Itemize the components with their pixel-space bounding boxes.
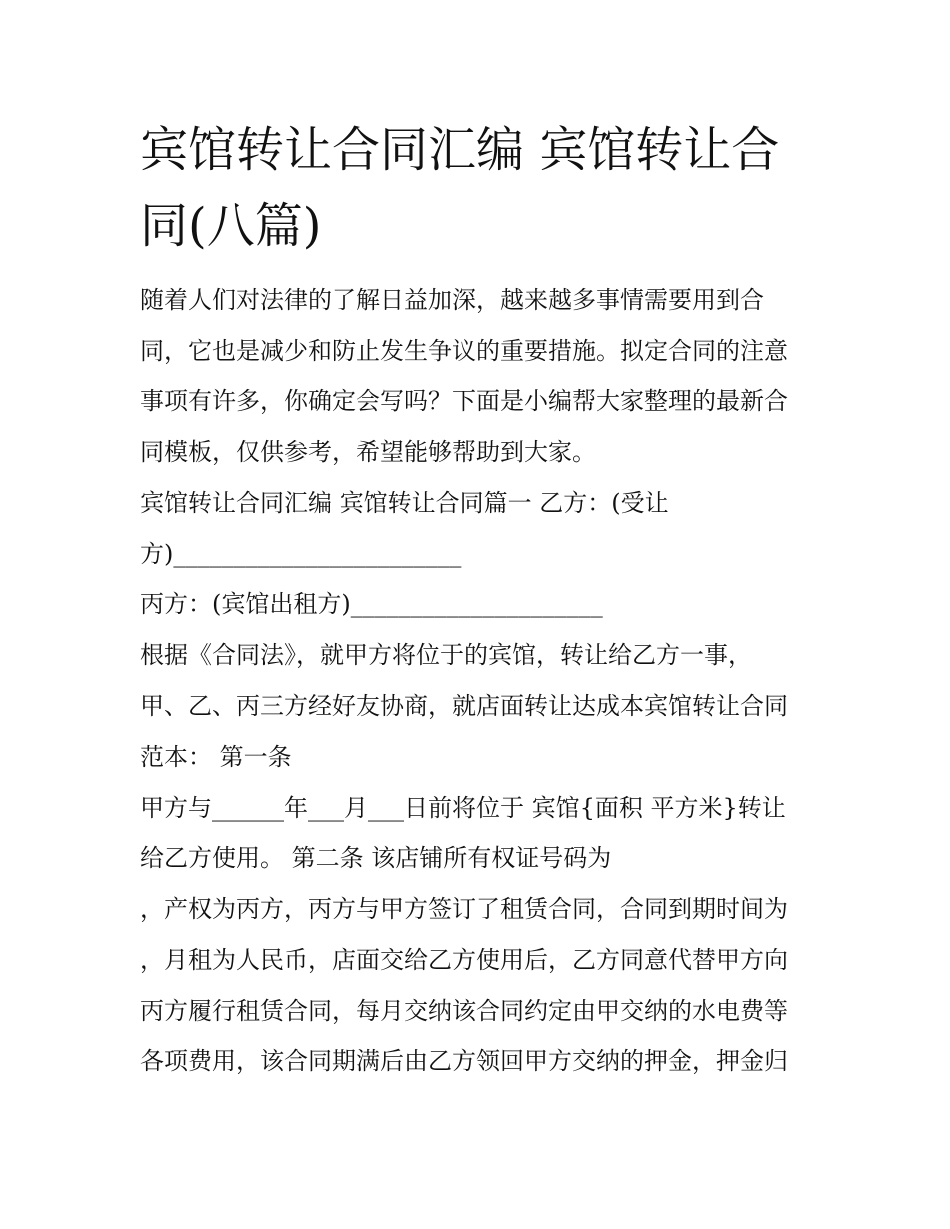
document-title: [140, 112, 820, 264]
body-line: 随着人们对法律的了解日益加深，越来越多事情需要用到合: [140, 286, 764, 314]
body-line: 丙方：(宾馆出租方)_____________________: [140, 590, 603, 618]
body-line: 给乙方使用。 第二条 该店铺所有权证号码为: [140, 844, 612, 872]
body-line: 事项有许多，你确定会写吗？下面是小编帮大家整理的最新合: [140, 387, 788, 415]
body-line: 丙方履行租赁合同，每月交纳该合同约定由甲交纳的水电费等: [140, 997, 788, 1025]
body-line: ，产权为丙方，丙方与甲方签订了租赁合同，合同到期时间为: [140, 895, 788, 923]
body-line: 方)________________________: [140, 540, 462, 568]
body-line: 范本： 第一条: [140, 743, 292, 771]
body-line: 甲方与______年___月___日前将位于 宾馆{面积 平方米}转让: [140, 794, 786, 822]
title-line-2: 同(八篇): [140, 198, 322, 254]
body-line: 宾馆转让合同汇编 宾馆转让合同篇一 乙方：(受让: [140, 489, 669, 517]
body-line: 根据《合同法》，就甲方将位于的宾馆，转让给乙方一事，: [140, 641, 752, 669]
body-line: 同模板，仅供参考，希望能够帮助到大家。: [140, 438, 596, 466]
body-line: 同，它也是减少和防止发生争议的重要措施。拟定合同的注意: [140, 337, 788, 365]
body-line: ，月租为人民币，店面交给乙方使用后，乙方同意代替甲方向: [140, 946, 788, 974]
body-line: 甲、乙、丙三方经好友协商，就店面转让达成本宾馆转让合同: [140, 692, 788, 720]
body-line: 各项费用，该合同期满后由乙方领回甲方交纳的押金，押金归: [140, 1047, 788, 1075]
title-line-1: 宾馆转让合同汇编 宾馆转让合: [140, 122, 780, 178]
